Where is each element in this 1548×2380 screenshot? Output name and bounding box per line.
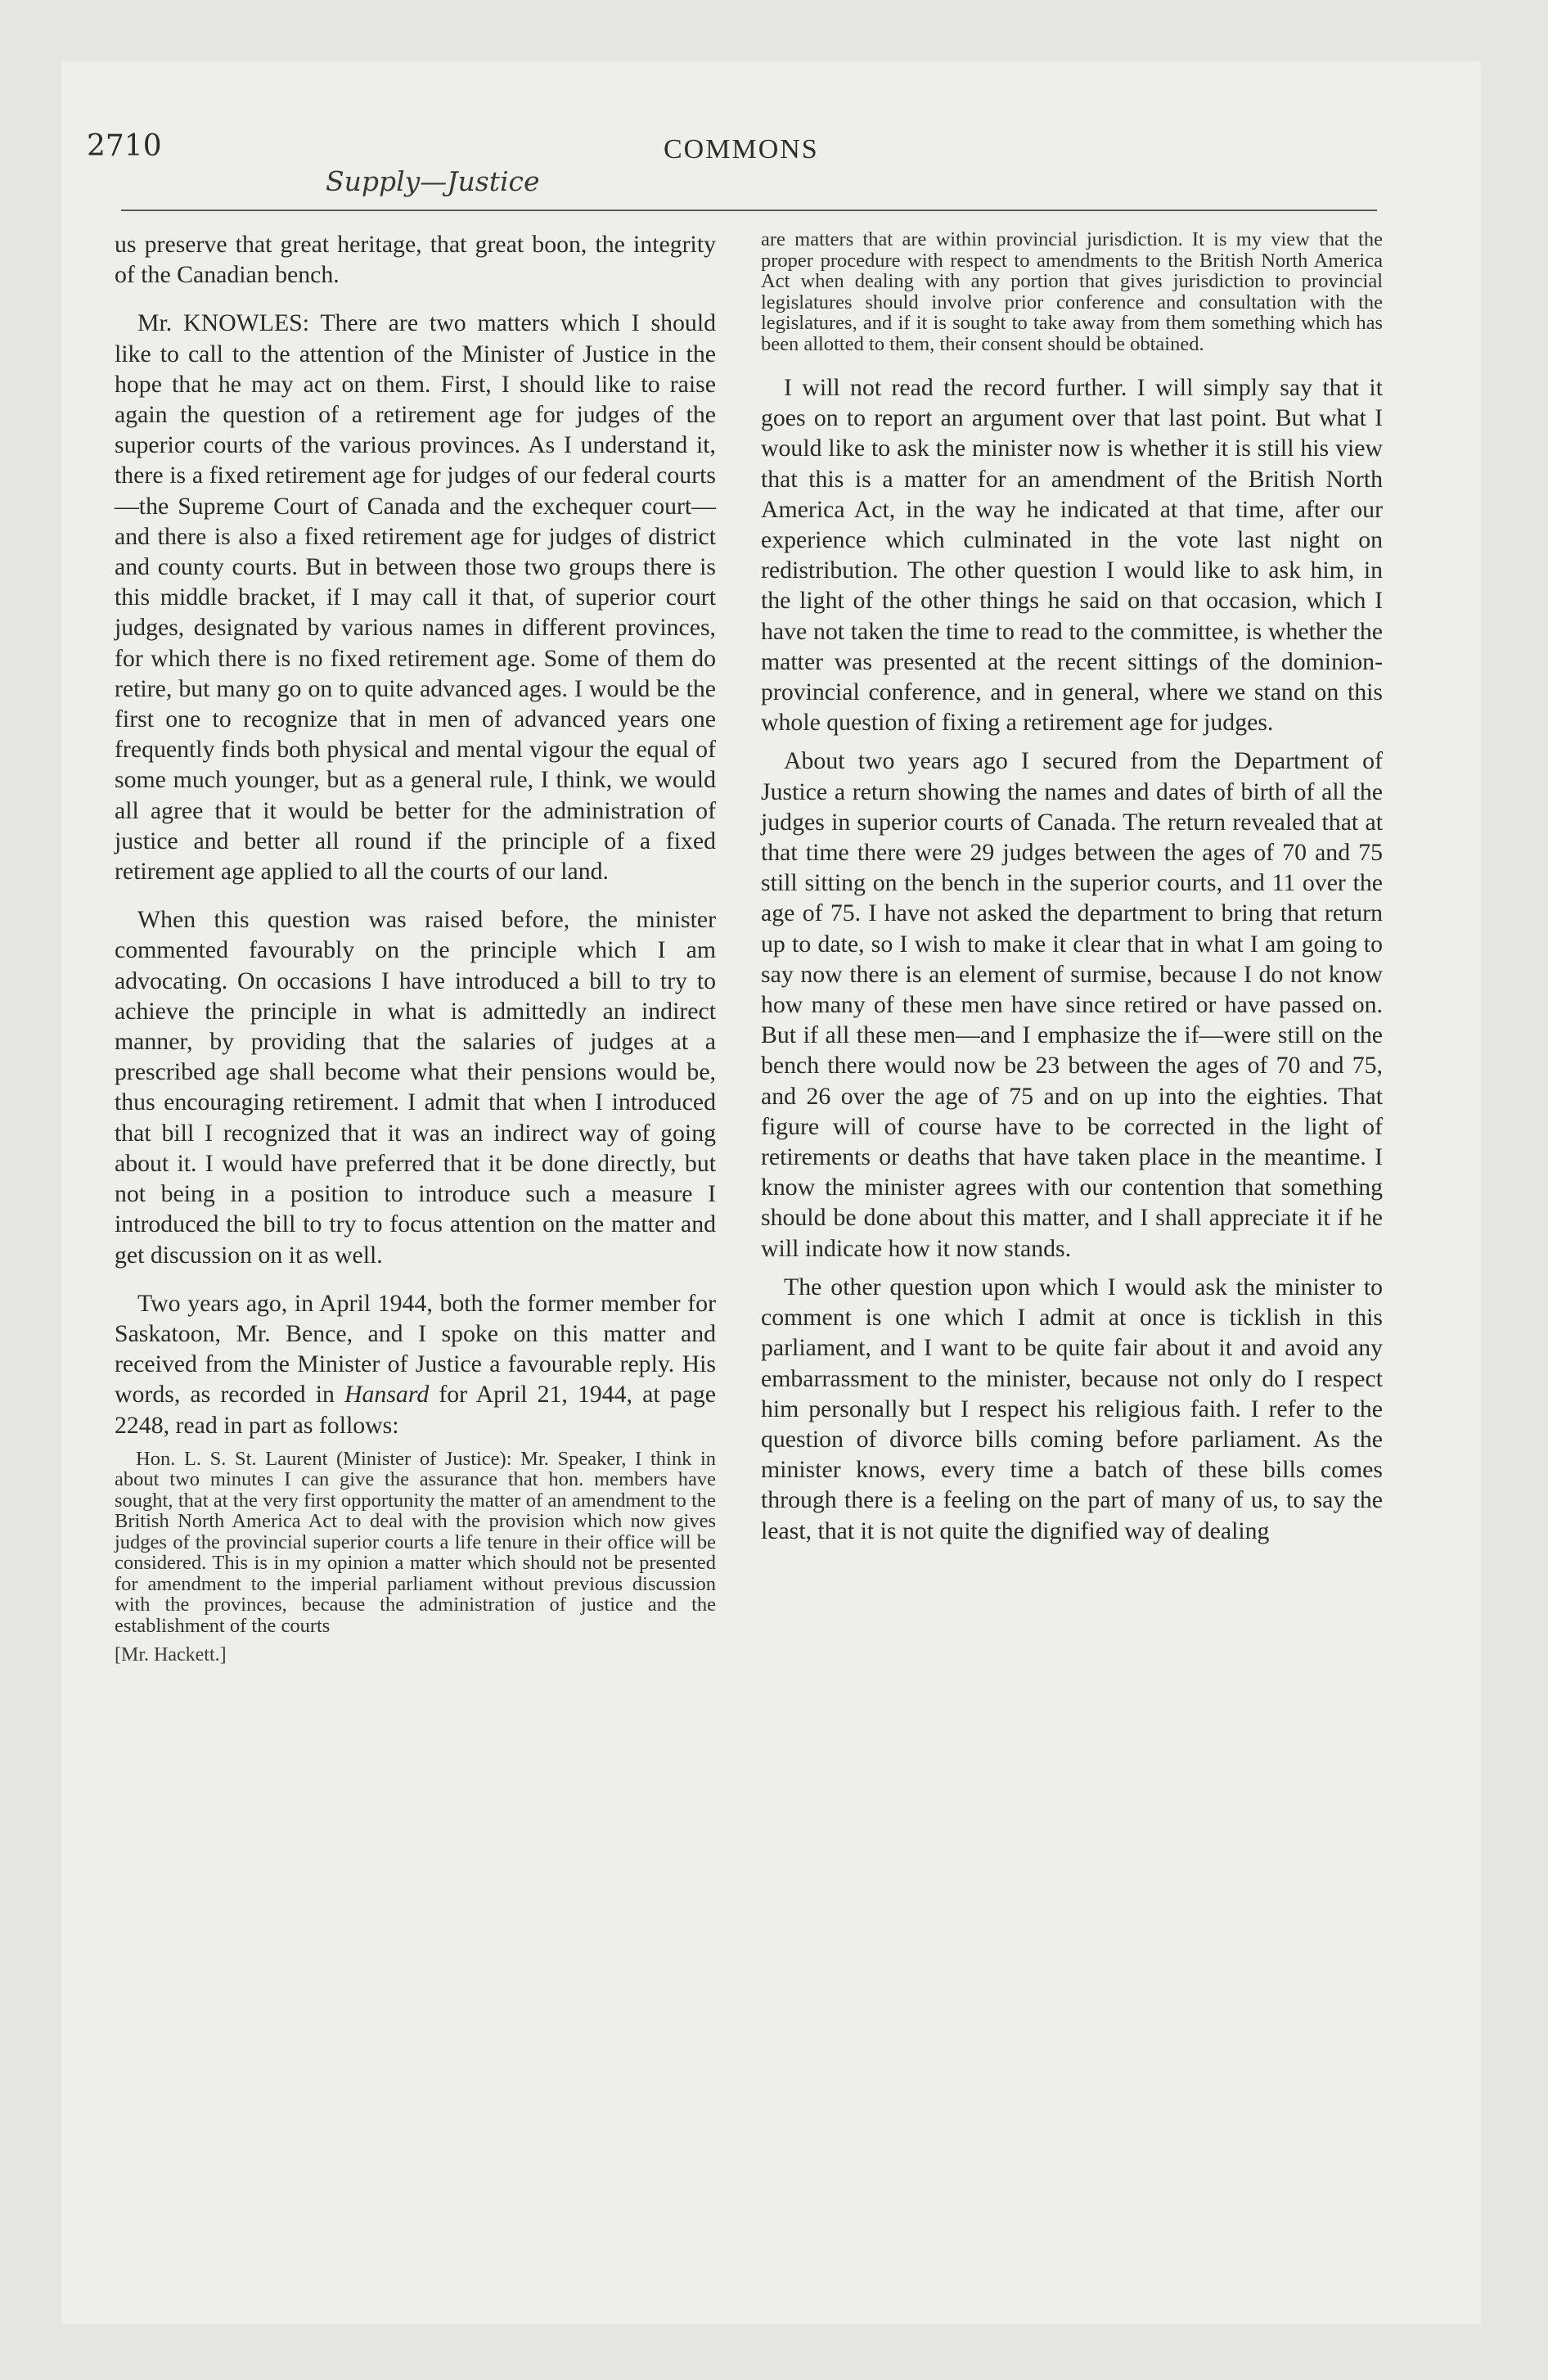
paragraph: us preserve that great heritage, that great boon, the integrity of the Canadian bench. <box>115 231 716 289</box>
paragraph: I will not read the record further. I will simply say that it goes on to report an argument over that last point. But what I would like to ask the minister now is whether it is still his view that this is a matter for an amendment of the British North America Act, in the way he indicated at that time, after our experience which culminated in the vote last night on redistribution. The other question I would like to ask him, in the light of the other things he said on that occasion, which I have not taken the time to read to the committee, is whether the matter was presented at the recent sittings of the dominion-provincial conference, and in general, where we stand on this whole question of fixing a retirement age for judges. <box>761 374 1383 737</box>
paragraph-text: Two years ago, in April 1944, both the former member for Saskatoon, Mr. Bence, and I spoke on this matter and received from the Minister of Justice a favourable reply. His words, as recorded in <box>115 1289 716 1409</box>
block-quote: Hon. L. S. St. Laurent (Minister of Justice): Mr. Speaker, I think in about two minutes I can give the assurance that hon. members have sought, that at the very first opportunity the matter of an amendment to the British North America Act to deal with the provision which now gives judges of the provincial superior courts a life tenure in their office will be considered. This is in my opinion a matter which should not be presented for amendment to the imperial parliament without previous discussion with the provinces, because the administration of justice and the establishment of the courts <box>115 1447 716 1637</box>
right-column <box>761 229 1383 1546</box>
paragraph: The other question upon which I would ask the minister to comment is one which I admit at once is ticklish in this parliament, and I want to be quite fair about it and avoid any embarrassment to the minister, because not only do I respect him personally but I respect his religious faith. I refer to the question of divorce bills coming before parliament. As the minister knows, every time a batch of these bills comes through there is a feeling on the part of many of us, to say the least, that it is not quite the dignified way of dealing <box>761 1273 1383 1544</box>
speaker-note: [Mr. Hackett.] <box>115 1644 227 1666</box>
block-quote: are matters that are within provincial jurisdiction. It is my view that the proper procedure with respect to amendments to the British North America Act when dealing with any portion that gives jurisdiction to provincial legislatures should involve prior conference and consultation with the legislatures, and if it is sought to take away from them something which has been allotted to them, their consent should be obtained. <box>761 228 1383 355</box>
page-number: 2710 <box>87 129 162 163</box>
running-head: COMMONS <box>664 134 819 165</box>
section-title: Supply—Justice <box>326 165 540 197</box>
paragraph: Mr. KNOWLES: There are two matters which I should like to call to the attention of the Minister of Justice in the hope that he may act on them. First, I should like to raise again the question of a retirement age for judges of the superior courts of the various provinces. As I understand it, there is a fixed retirement age for judges of our federal courts —the Supreme Court of Canada and the exchequer court—and there is also a fixed retirement age for judges of district and county courts. But in between those two groups there is this middle bracket, if I may call it that, of superior court judges, designated by various names in different provinces, for which there is no fixed retirement age. Some of them do retire, but many go on to quite advanced ages. I would be the first one to recognize that in men of advanced years one frequently finds both physical and mental vigour the equal of some much younger, but as a general rule, I think, we would all agree that it would be better for the administration of justice and better all round if the principle of a fixed retirement age applied to all the courts of our land. <box>115 309 716 886</box>
left-column <box>115 229 716 1666</box>
header-rule <box>121 210 1377 211</box>
paragraph <box>115 1288 716 1440</box>
hansard-title: Hansard <box>344 1381 430 1409</box>
paragraph: About two years ago I secured from the Department of Justice a return showing the names and dates of birth of all the judges in superior courts of Canada. The return revealed that at that time there were 29 judges between the ages of 70 and 75 still sitting on the bench in the superior courts, and 11 over the age of 75. I have not asked the department to bring that return up to date, so I wish to make it clear that in what I am going to say now there is an element of surmise, because I do not know how many of these men have since retired or have passed on. But if all these men—and I emphasize the if—were still on the bench there would now be 23 between the ages of 70 and 75, and 26 over the age of 75 and on up into the eighties. That figure will of course have to be corrected in the light of retirements or deaths that have taken place in the meantime. I know the minister agrees with our contention that something should be done about this matter, and I shall appreciate it if he will indicate how it now stands. <box>761 747 1383 1262</box>
paragraph: When this question was raised before, the minister commented favourably on the principle which I am advocating. On occasions I have introduced a bill to try to achieve the principle in what is admittedly an indirect manner, by providing that the salaries of judges at a prescribed age shall become what their pensions would be, thus encouraging retirement. I admit that when I introduced that bill I recognized that it was an indirect way of going about it. I would have preferred that it be done directly, but not being in a position to introduce such a measure I introduced the bill to try to focus attention on the matter and get discussion on it as well. <box>115 906 716 1269</box>
paragraph-text: for April 21, 1944, at page 2248, read in part as follows: <box>115 1381 717 1439</box>
